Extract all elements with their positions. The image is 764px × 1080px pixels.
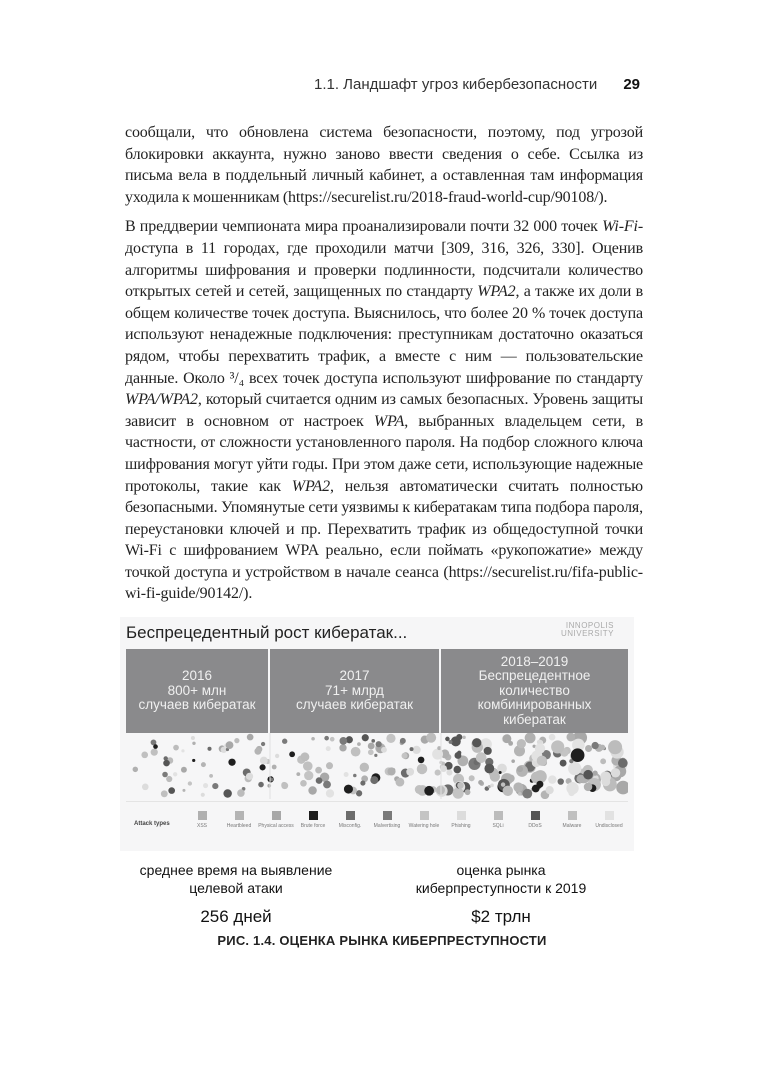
- legend-item: [517, 811, 553, 829]
- attack-bubble: [426, 733, 436, 743]
- attack-bubble: [296, 772, 300, 776]
- legend-item: [258, 811, 294, 829]
- attack-bubble: [560, 760, 567, 767]
- attack-bubble: [181, 749, 184, 752]
- attack-bubble: [272, 765, 277, 770]
- attack-bubble: [517, 766, 523, 772]
- text-run: -доступа в 11 городах, где проходили матчи [309, 316, 326, 330]. Оценив алгоритмы шифрования и проверки подлинности, подсчитали количество открытых сетей и сетей, защищенных по стандарту: [125, 218, 643, 301]
- paragraph: [125, 216, 643, 605]
- attack-bubble: [226, 741, 234, 749]
- attack-bubble: [182, 789, 185, 792]
- attack-bubble: [600, 745, 605, 750]
- attack-bubble: [424, 786, 434, 796]
- italic-term: WPA2: [291, 477, 330, 495]
- attack-bubble: [303, 761, 313, 771]
- attack-bubble: [161, 790, 168, 797]
- legend-item: [443, 811, 479, 829]
- italic-term: WPA2: [477, 283, 516, 301]
- attack-bubble: [456, 734, 462, 740]
- attack-bubble: [415, 785, 424, 794]
- legend-swatch: [235, 811, 244, 820]
- attack-bubble: [141, 752, 148, 759]
- attack-bubble: [300, 780, 307, 787]
- attack-bubble: [326, 746, 331, 751]
- attack-bubble: [490, 771, 500, 781]
- attack-bubble: [453, 788, 464, 799]
- figure-infographic: [120, 617, 634, 851]
- text-run: , выбранных владельцем сети, в частности, от сложности установленного пароля. На подбор сложного ключа шифрования могут уйти годы. При этом даже сети, использующие надежные протоколы, такие как: [125, 412, 643, 495]
- attack-bubble: [472, 738, 481, 747]
- attack-bubble: [351, 747, 361, 757]
- attack-bubble: [618, 758, 628, 768]
- attack-bubble: [308, 786, 316, 794]
- text-run: , нельзя автоматически считать полностью безопасными. Упомянутые сети уязвимы к кибератакам типа подбора пароля, переустановки ключей и пр. Перехватить трафик из общедоступной точки Wi-Fi с шифрованием WPA реально, если поймать «рукопожатие» между точкой доступа и устройством в начале сеанса (https://securelist.ru/fifa-public-wi-fi-guide/90142/).: [125, 477, 643, 603]
- legend-text: DDoS: [528, 823, 542, 829]
- attack-bubble: [536, 781, 543, 788]
- legend-item: [480, 811, 516, 829]
- attack-bubble: [402, 753, 408, 759]
- attack-bubble: [381, 747, 387, 753]
- attack-bubble: [166, 776, 172, 782]
- attack-bubble: [549, 734, 556, 741]
- attack-bubble: [281, 782, 286, 787]
- attack-bubble: [153, 744, 158, 749]
- legend-swatch: [494, 811, 503, 820]
- attack-bubble: [513, 782, 523, 792]
- attack-bubble: [192, 742, 195, 745]
- attack-bubble: [508, 741, 513, 746]
- attack-bubble: [326, 789, 334, 797]
- attack-bubble: [142, 784, 149, 791]
- attack-bubble: [289, 751, 295, 757]
- attack-bubble: [188, 781, 192, 785]
- text-run: В преддверии чемпионата мира проанализировали почти 32 000 точек: [125, 218, 603, 236]
- attack-bubble: [192, 759, 195, 762]
- attack-bubble: [457, 782, 464, 789]
- legend-swatch: [420, 811, 429, 820]
- figure-caption: РИС. 1.4. ОЦЕНКА РЫНКА КИБЕРПРЕСТУПНОСТИ: [217, 933, 547, 948]
- attack-bubble: [501, 782, 505, 786]
- attack-bubble: [484, 747, 492, 755]
- attack-bubble: [499, 771, 502, 774]
- attack-bubble: [368, 749, 374, 755]
- attack-bubble: [201, 793, 205, 797]
- attack-bubble: [497, 764, 507, 774]
- paragraph: [125, 122, 643, 208]
- italic-term: WPA: [373, 412, 405, 430]
- attack-bubble: [571, 748, 585, 762]
- attack-bubble: [611, 768, 620, 777]
- legend-swatch: [272, 811, 281, 820]
- italic-term: WPA/WPA2: [125, 391, 198, 409]
- legend-text: Brute force: [300, 823, 326, 829]
- attack-bubble: [376, 741, 382, 747]
- attack-bubble: [267, 784, 271, 788]
- attack-bubble: [387, 767, 395, 775]
- legend-swatch: [198, 811, 207, 820]
- attack-bubble: [518, 792, 522, 796]
- attack-bubble: [396, 778, 405, 787]
- attack-bubble: [246, 773, 253, 780]
- attack-bubble: [446, 769, 452, 775]
- legend-label: Attack types: [134, 821, 170, 827]
- attack-bubble: [608, 740, 622, 754]
- attack-bubble: [469, 775, 475, 781]
- legend-item: [221, 811, 257, 829]
- legend-text: Phishing: [451, 823, 471, 829]
- attack-bubble: [490, 784, 494, 788]
- attack-bubble: [584, 783, 593, 792]
- attack-bubble: [568, 762, 581, 775]
- attack-bubble: [445, 737, 450, 742]
- attack-bubble: [418, 757, 425, 764]
- attack-bubble: [593, 770, 598, 775]
- attack-bubble: [535, 743, 545, 753]
- legend-item: [332, 811, 368, 829]
- text-run: , а также их доли в общем количестве точек доступа. Выяснилось, что более 20 % точек доступа используют ненадежные подключения: преступникам достаточно оказаться рядом, чтобы перехватить трафик, а вместе с ним — пользовательские данные. Около ³/₄ всех точек доступа используют шифрование по стандарту: [125, 283, 644, 387]
- attack-bubble: [412, 746, 420, 754]
- attack-bubble: [282, 739, 287, 744]
- attack-bubble: [191, 736, 195, 740]
- attack-bubble: [168, 787, 175, 794]
- attack-bubble: [511, 759, 515, 763]
- attack-bubble: [173, 745, 179, 751]
- year-bands: [126, 649, 628, 733]
- attack-bubble: [228, 759, 235, 766]
- attack-bubble: [600, 758, 606, 764]
- attack-bubble: [362, 734, 369, 741]
- stat-value: 256 дней: [200, 907, 272, 926]
- legend-text: SQLi: [492, 823, 504, 829]
- attack-bubbles: [126, 733, 628, 799]
- legend-text: XSS: [196, 823, 207, 829]
- attack-bubble: [478, 780, 483, 785]
- attack-bubble: [537, 756, 547, 766]
- legend-swatch: [531, 811, 540, 820]
- attack-bubble: [449, 740, 453, 744]
- attack-bubble: [583, 770, 593, 780]
- legend-item: [369, 811, 405, 829]
- attack-bubble: [201, 762, 206, 767]
- attack-bubble: [476, 752, 487, 763]
- attack-bubble: [503, 786, 513, 796]
- attack-bubble: [344, 772, 349, 777]
- attack-bubble: [162, 772, 168, 778]
- attack-bubble: [316, 777, 323, 784]
- attack-bubble: [247, 734, 254, 741]
- attack-bubble: [261, 742, 265, 746]
- stat-label: оценка рынка киберпреступности к 2019: [415, 862, 587, 896]
- page-number: 29: [623, 76, 640, 93]
- text-run: сообщали, что обновлена система безопасности, поэтому, под угрозой блокировки аккаунта, нужно заново ввести сведения о себе. Ссылка из письма вела в поддельный личный кабинет, а оставленная там информация уходила к мошенникам (https://securelist.ru/2018-fraud-world-cup/90108/).: [125, 124, 643, 206]
- attack-bubble: [406, 768, 414, 776]
- band-2018-2019: 2018–2019 Беспрецедентное количество комбинированных кибератак: [441, 649, 628, 733]
- attack-bubble: [254, 748, 261, 755]
- legend-swatch: [605, 811, 614, 820]
- legend-text: Malvertising: [373, 823, 401, 829]
- legend-text: Physical access: [258, 823, 294, 829]
- attack-bubble: [360, 763, 369, 772]
- stat-label: среднее время на выявление целевой атаки: [139, 862, 333, 896]
- figure-title: Беспрецедентный рост кибератак...: [126, 623, 408, 642]
- legend-text: Misconfig.: [338, 823, 362, 829]
- legend-text: Heartbleed: [226, 823, 252, 829]
- stat-detection-time: [120, 861, 352, 927]
- legend-item: [184, 811, 220, 829]
- attack-bubble: [260, 764, 266, 770]
- attack-bubble: [133, 767, 138, 772]
- legend-item: [295, 811, 331, 829]
- attack-legend: [126, 801, 628, 848]
- body-text: [125, 122, 643, 613]
- attack-bubble: [339, 744, 346, 751]
- attack-bubble: [546, 786, 554, 794]
- legend-text: Malware: [562, 823, 582, 829]
- attack-bubble: [585, 745, 592, 752]
- attack-bubble: [151, 749, 158, 756]
- legend-swatch: [309, 811, 318, 820]
- attack-bubble: [212, 783, 218, 789]
- attack-bubble: [591, 742, 598, 749]
- section-title: 1.1. Ландшафт угроз кибербезопасности: [314, 76, 598, 93]
- attack-bubble: [600, 771, 611, 782]
- attack-bubble: [258, 782, 264, 788]
- legend-swatch: [457, 811, 466, 820]
- attack-bubble: [517, 739, 526, 748]
- attack-bubble: [410, 747, 414, 751]
- attack-bubble: [173, 772, 177, 776]
- legend-item: [554, 811, 590, 829]
- legend-swatch: [346, 811, 355, 820]
- attack-bubble: [353, 774, 357, 778]
- attack-bubble: [209, 774, 213, 778]
- attack-bubble: [324, 736, 329, 741]
- attack-bubble: [566, 733, 575, 741]
- attack-bubble: [371, 739, 375, 743]
- attack-bubble: [551, 740, 564, 753]
- legend-item: [406, 811, 442, 829]
- attack-bubble: [436, 786, 445, 795]
- text-run: , который считается одним из самых безопасных. Уровень защиты зависит в основном от настроек: [125, 391, 643, 430]
- attack-bubble: [311, 737, 315, 741]
- attack-bubble: [237, 789, 245, 797]
- attack-bubble: [163, 760, 170, 767]
- attack-bubble: [315, 767, 322, 774]
- attack-bubble: [455, 752, 462, 759]
- attack-bubble: [374, 754, 377, 757]
- attack-bubble: [386, 734, 395, 743]
- attack-bubble: [368, 743, 375, 750]
- attack-bubble: [207, 747, 211, 751]
- legend-item: [591, 811, 627, 829]
- attack-bubble: [558, 778, 564, 784]
- italic-term: Wi-Fi: [602, 218, 638, 236]
- stat-market: [396, 861, 606, 927]
- attack-bubble: [360, 781, 365, 786]
- attack-bubble: [400, 738, 406, 744]
- attack-bubble: [181, 767, 187, 773]
- attack-bubble: [260, 757, 268, 765]
- attack-bubble: [223, 789, 231, 797]
- attack-bubble: [417, 764, 428, 775]
- attack-bubble: [525, 733, 536, 743]
- stat-value: $2 трлн: [471, 907, 531, 926]
- attack-bubble: [370, 776, 378, 784]
- attack-bubble: [300, 752, 309, 761]
- band-2016: 2016 800+ млн случаев кибератак: [126, 649, 268, 733]
- attack-bubble: [465, 789, 471, 795]
- band-2017: 2017 71+ млрд случаев кибератак: [270, 649, 439, 733]
- legend-text: Watering hole: [408, 823, 440, 829]
- attack-bubble: [275, 754, 279, 758]
- attack-bubble: [616, 781, 628, 795]
- attack-bubble: [234, 738, 239, 743]
- attack-bubble: [435, 770, 441, 776]
- attack-bubble: [548, 775, 556, 783]
- attack-bubble: [203, 783, 208, 788]
- attack-bubble: [304, 771, 313, 780]
- attack-bubble: [568, 790, 574, 796]
- attack-bubble: [339, 737, 347, 745]
- legend-swatch: [383, 811, 392, 820]
- attack-bubble: [484, 764, 494, 774]
- attack-bubble: [330, 737, 335, 742]
- attack-bubble: [454, 766, 462, 774]
- attack-bubble: [326, 762, 333, 769]
- attack-bubble: [323, 781, 331, 789]
- attack-bubble: [344, 785, 353, 794]
- attack-bubble: [522, 789, 532, 799]
- legend-text: Undisclosed: [595, 823, 623, 829]
- university-logo: INNOPOLIS UNIVERSITY: [560, 621, 614, 638]
- attack-bubble: [462, 736, 465, 739]
- attack-bubble: [357, 742, 361, 746]
- legend-swatch: [568, 811, 577, 820]
